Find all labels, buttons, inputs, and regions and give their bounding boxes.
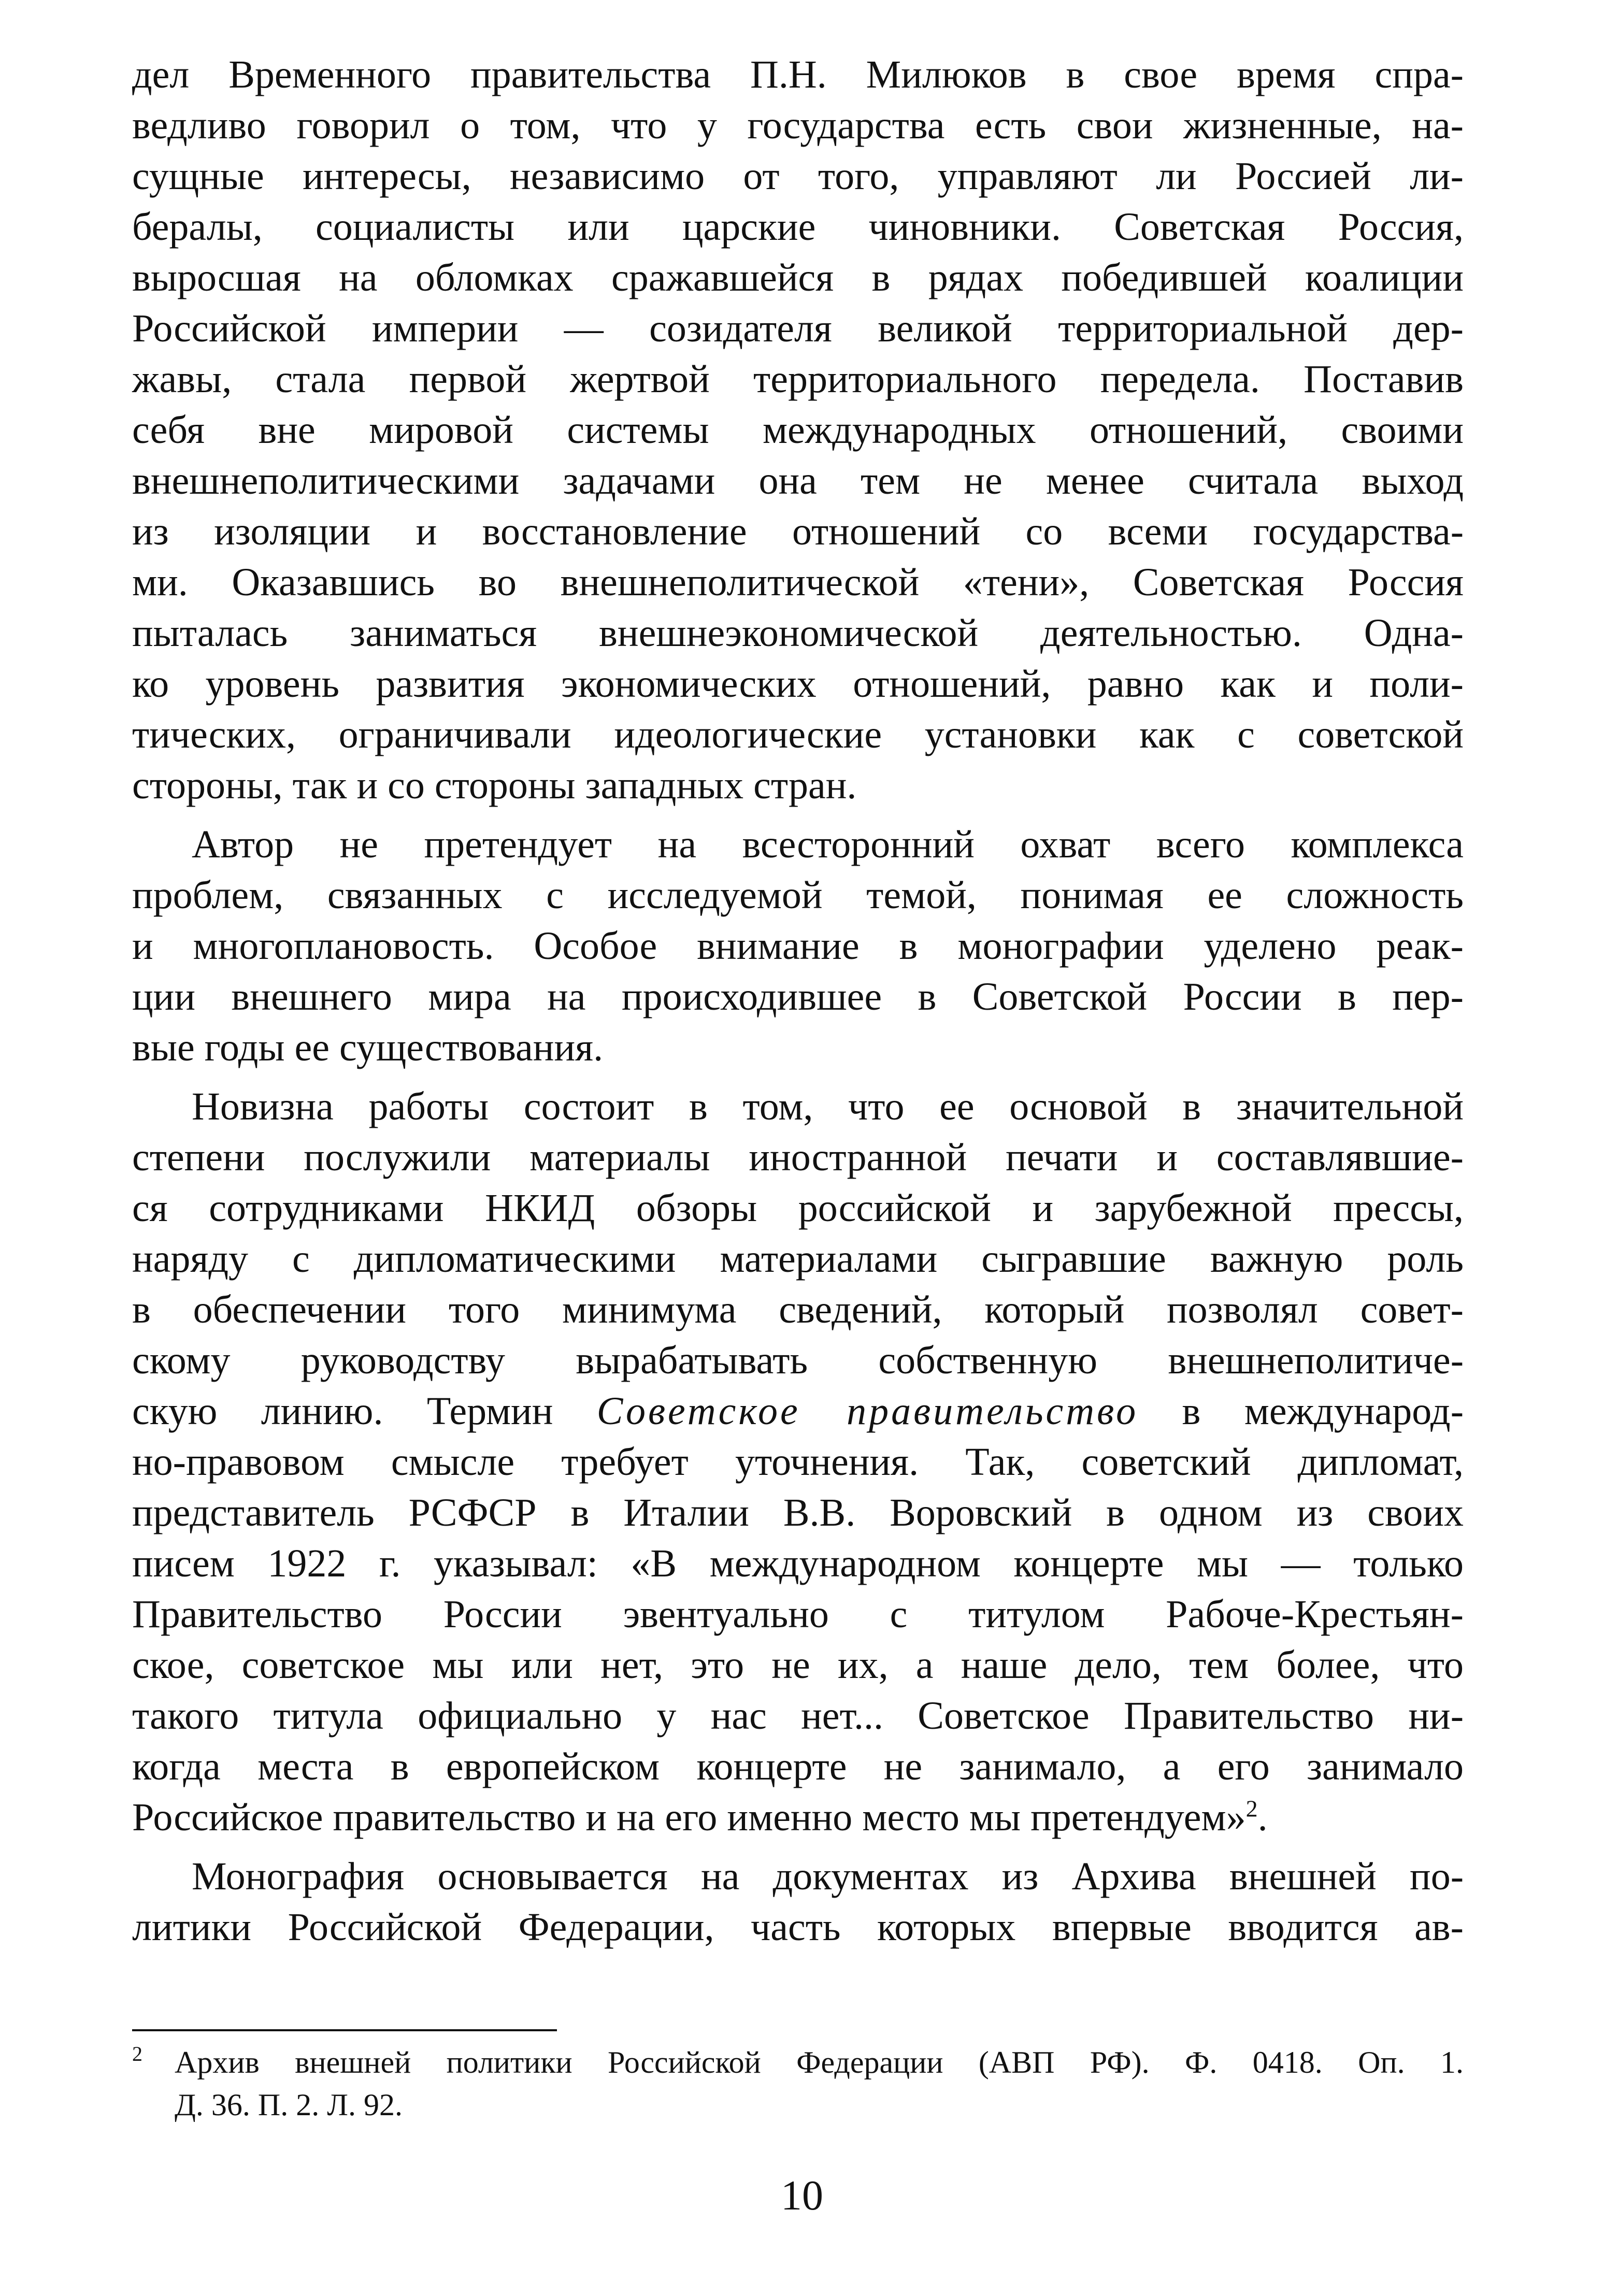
text-line: представитель РСФСР в Италии В.В. Воровский в одном из своих xyxy=(132,1491,1464,1534)
text-line: ся сотрудниками НКИД обзоры российской и зарубежной прессы, xyxy=(132,1186,1464,1230)
text-line: из изоляции и восстановление отношений со всеми государства- xyxy=(132,510,1464,553)
text-line: Новизна работы состоит в том, что ее основой в значительной xyxy=(192,1085,1464,1128)
text-line: себя вне мировой системы международных отношений, своими xyxy=(132,408,1464,452)
text-line: в обеспечении того минимума сведений, который позволял совет- xyxy=(132,1288,1464,1331)
text-line: ское, советское мы или нет, это не их, а наше дело, тем более, что xyxy=(132,1643,1464,1687)
text-line: Монография основывается на документах из Архива внешней по- xyxy=(192,1855,1464,1898)
text-line: вые годы ее существования. xyxy=(132,1026,604,1069)
text-line: писем 1922 г. указывал: «В международном концерте мы — только xyxy=(132,1542,1464,1585)
text-line: стороны, так и со стороны западных стран. xyxy=(132,764,857,807)
text-line: и многоплановость. Особое внимание в монографии уделено реак- xyxy=(132,924,1464,968)
text-line: выросшая на обломках сражавшейся в рядах победившей коалиции xyxy=(132,256,1464,299)
text-line: такого титула официально у нас нет... Советское Правительство ни- xyxy=(132,1694,1464,1738)
text-line: но-правовом смысле требует уточнения. Так, советский дипломат, xyxy=(132,1440,1464,1484)
paragraph-1 xyxy=(132,49,1464,811)
footnote-block xyxy=(132,2041,1464,2126)
paragraph-gap xyxy=(132,1843,1464,1851)
paragraph-3 xyxy=(132,1081,1464,1843)
text-line: пыталась заниматься внешнеэкономической деятельностью. Одна- xyxy=(132,611,1464,655)
text-line: ции внешнего мира на происходившее в Советской России в пер- xyxy=(132,975,1464,1018)
text-line: ведливо говорил о том, что у государства есть свои жизненные, на- xyxy=(132,104,1464,147)
line-text: Российское правительство и на его именно место мы претендуем» xyxy=(132,1796,1246,1839)
text-line: наряду с дипломатическими материалами сыгравшие важную роль xyxy=(132,1237,1464,1281)
footnote-line xyxy=(132,2041,1464,2084)
text-line: бералы, социалисты или царские чиновники. Советская Россия, xyxy=(132,205,1464,249)
paragraph-2 xyxy=(132,819,1464,1073)
page-body xyxy=(132,49,1464,1953)
text-line: дел Временного правительства П.Н. Милюков в свое время спра- xyxy=(132,53,1464,96)
text-line: жавы, стала первой жертвой территориального передела. Поставив xyxy=(132,357,1464,401)
text-line: Автор не претендует на всесторонний охват всего комплекса xyxy=(192,823,1464,866)
text-line: скому руководству вырабатывать собственную внешнеполитиче- xyxy=(132,1339,1464,1382)
page-number: 10 xyxy=(781,2172,823,2219)
line-suffix: в международ- xyxy=(1138,1389,1464,1433)
text-line: внешнеполитическими задачами она тем не менее считала выход xyxy=(132,459,1464,503)
italic-term: Советское правительство xyxy=(596,1389,1139,1433)
text-line: сущные интересы, независимо от того, управляют ли Россией ли- xyxy=(132,154,1464,198)
text-line: когда места в европейском концерте не занимало, а его занимало xyxy=(132,1745,1464,1788)
text-line: Правительство России эвентуально с титулом Рабоче-Крестьян- xyxy=(132,1592,1464,1636)
text-line-with-italic-term xyxy=(132,1386,1464,1437)
text-line: тических, ограничивали идеологические установки как с советской xyxy=(132,713,1464,756)
footnote-separator xyxy=(132,2029,557,2031)
text-line-with-footnote-ref xyxy=(132,1792,1464,1843)
text-line: Российской империи — созидателя великой территориальной дер- xyxy=(132,307,1464,350)
line-end: . xyxy=(1257,1796,1268,1839)
text-line: ко уровень развития экономических отношений, равно как и поли- xyxy=(132,662,1464,706)
text-line: ми. Оказавшись во внешнеполитической «тени», Советская Россия xyxy=(132,561,1464,604)
footnote-number: 2 xyxy=(132,2042,142,2065)
paragraph-gap xyxy=(132,811,1464,819)
footnote-line: Д. 36. П. 2. Л. 92. xyxy=(175,2088,403,2122)
paragraph-gap xyxy=(132,1073,1464,1081)
footnote-text: Архив внешней политики Российской Федерации (АВП РФ). Ф. 0418. Оп. 1. xyxy=(175,2045,1464,2079)
footnote-reference[interactable]: 2 xyxy=(1245,1795,1258,1822)
paragraph-4 xyxy=(132,1851,1464,1953)
line-prefix: скую линию. Термин xyxy=(132,1389,597,1433)
text-line: литики Российской Федерации, часть которых впервые вводится ав- xyxy=(132,1905,1464,1949)
text-line: проблем, связанных с исследуемой темой, понимая ее сложность xyxy=(132,873,1464,917)
text-line: степени послужили материалы иностранной печати и составлявшие- xyxy=(132,1136,1464,1179)
